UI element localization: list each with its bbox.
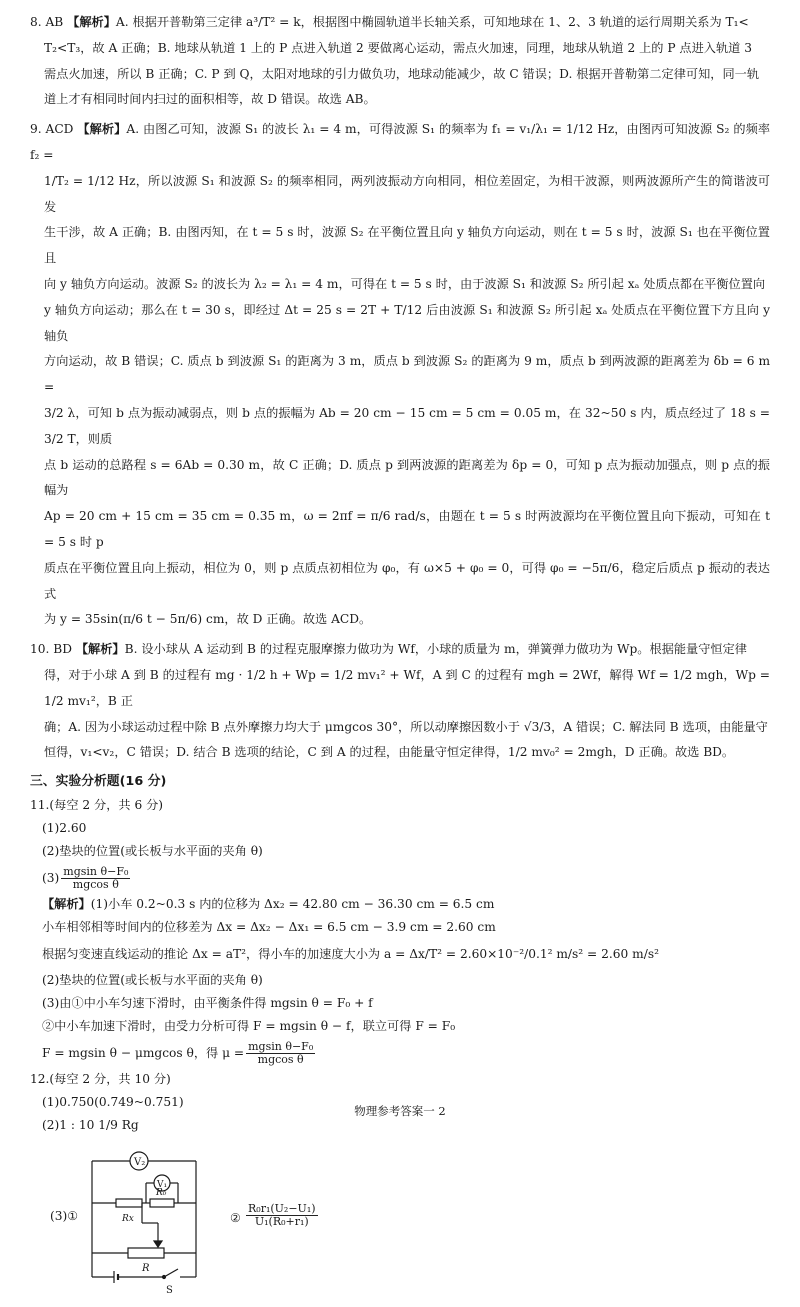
question-8 — [30, 10, 770, 113]
q11-expl-5: (3)由①中小车匀速下滑时，由平衡条件得 mgsin θ = F₀ + f — [42, 996, 373, 1011]
q11-head: 11.(每空 2 分，共 6 分) — [30, 798, 164, 813]
q11-expl-2: 小车相邻相等时间内的位移差为 Δx = Δx₂ − Δx₁ = 6.5 cm − 3.9 cm = 2.60 cm — [42, 920, 496, 935]
q9-line-1: A. 由图乙可知，波源 S₁ 的波长 λ₁ = 4 m，可得波源 S₁ 的频率为 f₁ = v₁/λ₁ = 1/12 Hz，由图丙可知波源 S₂ 的频率 f₂ = — [30, 122, 771, 162]
circuit-diagram — [82, 1137, 222, 1307]
voltmeter-v2-label: V₂ — [134, 1157, 146, 1169]
q11-expl-6: ②中小车加速下滑时，由受力分析可得 F = mgsin θ − f，联立可得 F = F₀ — [42, 1019, 456, 1034]
q12-a3b-denominator: U₁(R₀+r₁) — [254, 1215, 309, 1229]
resistor-rx — [116, 1199, 142, 1207]
q9-line-7: 3/2 λ，可知 b 点为振动减弱点，则 b 点的振幅为 Ab = 20 cm − 15 cm = 5 cm = 0.05 m，在 32~50 s 内，质点经过了 18 s = 3/2 T，则质 — [44, 405, 770, 446]
q9-line-9: Ap = 20 cm + 15 cm = 35 cm = 0.35 m，ω = 2πf = π/6 rad/s，由题在 t = 5 s 时两波源均在平衡位置且向下振动，可知在 t = 5 s 时 p — [44, 509, 770, 549]
question-10 — [30, 637, 770, 766]
rheostat-r — [128, 1248, 164, 1258]
q10-line-4: 恒得，v₁<v₂，C 错误；D. 结合 B 选项的结论，C 到 A 的过程，由能量守恒定律得，1/2 mv₀² = 2mgh，D 正确。故选 BD。 — [44, 745, 735, 760]
resistor-rx-label: Rx — [122, 1214, 134, 1225]
rheostat-r-label: R — [142, 1263, 150, 1275]
q11-expl-7-fraction — [246, 1041, 315, 1066]
q11-expl-4: (2)垫块的位置(或长板与水平面的夹角 θ) — [42, 973, 263, 988]
q11-tag: 【解析】 — [42, 897, 91, 912]
q8-head: 8. AB — [30, 15, 64, 29]
q11-expl-1: (1)小车 0.2~0.3 s 内的位移为 Δx₂ = 42.80 cm − 36.30 cm = 6.5 cm — [90, 897, 495, 912]
q11-a3-denominator: mgcos θ — [72, 878, 119, 892]
resistor-r0-label: R₀ — [156, 1188, 167, 1199]
q10-line-3: 确；A. 因为小球运动过程中除 B 点外摩擦力均大于 μmgcos 30°，所以动摩擦因数小于 √3/3，A 错误；C. 解法同 B 选项，由能量守 — [44, 719, 768, 734]
q12-answer-1: (1)0.750(0.749~0.751) — [42, 1095, 184, 1110]
q12-answer-3-label: (3)① — [50, 1209, 79, 1224]
q8-line-3: 需点火加速，所以 B 正确；C. P 到 Q，太阳对地球的引力做负功，地球动能减少，故 C 错误；D. 根据开普勒第二定律可知，同一轨 — [44, 66, 760, 81]
q11-expl-3: 根据匀变速直线运动的推论 Δx = aT²，得小车的加速度大小为 a = Δx/T² = 2.60×10⁻²/0.1² m/s² = 2.60 m/s² — [42, 947, 659, 962]
q8-line-4: 道上才有相同时间内扫过的面积相等，故 D 错误。故选 AB。 — [44, 92, 376, 107]
q11-e7-numerator: mgsin θ−F₀ — [248, 1040, 314, 1054]
q9-line-10: 质点在平衡位置且向上振动，相位为 0，则 p 点质点初相位为 φ₀，有 ω×5 + φ₀ = 0，可得 φ₀ = −5π/6，稳定后质点 p 振动的表达式 — [44, 560, 770, 601]
q9-tag: 【解析】 — [77, 122, 127, 137]
q11-answer-3-fraction — [61, 866, 130, 891]
q11-answer-3 — [30, 863, 770, 893]
q9-line-6: 方向运动，故 B 错误；C. 质点 b 到波源 S₁ 的距离为 3 m，质点 b 到波源 S₂ 的距离为 9 m，质点 b 到两波源的距离差为 δb = 6 m = — [44, 354, 770, 395]
q11-a3-numerator: mgsin θ−F₀ — [63, 865, 129, 879]
q12-answer-3 — [30, 1137, 770, 1307]
q12-answer-2: (2)1 : 10 1/9 Rg — [42, 1118, 139, 1133]
q12-head: 12.(每空 2 分，共 10 分) — [30, 1072, 171, 1087]
q10-head: 10. BD — [30, 642, 72, 657]
q9-line-3: 生干涉，故 A 正确；B. 由图丙知，在 t = 5 s 时，波源 S₂ 在平衡位置且向 y 轴负方向运动，则在 t = 5 s 时，波源 S₁ 也在平衡位置且 — [44, 225, 770, 266]
q12-answer-3b-fraction — [246, 1203, 318, 1228]
voltmeter-v1-label: V₁ — [157, 1180, 168, 1191]
q11-answer-3-prefix: (3) — [42, 871, 60, 886]
question-9 — [30, 117, 770, 633]
switch-pivot — [163, 1276, 166, 1279]
resistor-r0 — [150, 1199, 174, 1207]
page-footer: 物理参考答案一 2 — [354, 1104, 446, 1118]
q9-head: 9. ACD — [30, 122, 74, 137]
q9-line-11: 为 y = 35sin(π/6 t − 5π/6) cm，故 D 正确。故选 ACD。 — [44, 612, 372, 627]
q9-line-5: y 轴负方向运动；那么在 t = 30 s，即经过 Δt = 25 s = 2T + T/12 后由波源 S₁ 和波源 S₂ 所引起 xₐ 处质点在平衡位置下方且向 y 轴负 — [44, 302, 770, 343]
q12-a3b-numerator: R₀r₁(U₂−U₁) — [248, 1202, 316, 1216]
q10-tag: 【解析】 — [75, 642, 125, 657]
question-11 — [30, 794, 770, 1068]
q10-line-2: 得，对于小球 A 到 B 的过程有 mg · 1/2 h + Wp = 1/2 mv₁² + Wf，A 到 C 的过程有 mgh = 2Wf，解得 Wf = 1/2 mgh，Wp = 1/2 mv₁²，B 正 — [44, 667, 770, 708]
q8-line-1: A. 根据开普勒第三定律 a³/T² = k，根据图中椭圆轨道半长轴关系，可知地球在 1、2、3 轨道的运行周期关系为 T₁< — [115, 15, 749, 29]
slider-arrow — [154, 1241, 162, 1247]
q11-e7-denominator: mgcos θ — [257, 1053, 304, 1067]
q8-tag: 【解析】 — [67, 15, 116, 29]
q9-line-2: 1/T₂ = 1/12 Hz，所以波源 S₁ 和波源 S₂ 的频率相同，两列波振动方向相同，相位差固定，为相干波源，则两波源所产生的简谐波可发 — [44, 173, 770, 214]
switch-label: S — [166, 1285, 173, 1297]
q10-line-1: B. 设小球从 A 运动到 B 的过程克服摩擦力做功为 Wf，小球的质量为 m，弹簧弹力做功为 Wp。根据能量守恒定律 — [124, 642, 747, 657]
q8-line-2: T₂<T₃，故 A 正确；B. 地球从轨道 1 上的 P 点进入轨道 2 要做离心运动，需点火加速，同理，地球从轨道 2 上的 P 点进入轨道 3 — [44, 40, 752, 55]
switch-blade — [164, 1269, 178, 1277]
q11-answer-2: (2)垫块的位置(或长板与水平面的夹角 θ) — [42, 844, 263, 859]
q12-answer-3b-label: ② — [230, 1211, 241, 1226]
q9-line-4: 向 y 轴负方向运动。波源 S₂ 的波长为 λ₂ = λ₁ = 4 m，可得在 t = 5 s 时，由于波源 S₁ 和波源 S₂ 所引起 xₐ 处质点都在平衡位置向 — [44, 276, 766, 291]
q11-answer-1: (1)2.60 — [42, 821, 87, 836]
section-3-title: 三、实验分析题(16 分) — [30, 774, 167, 790]
q9-line-8: 点 b 运动的总路程 s = 6Ab = 0.30 m，故 C 正确；D. 质点 p 到两波源的距离差为 δp = 0，可知 p 点为振动加强点，则 p 点的振幅为 — [44, 457, 770, 498]
q11-expl-7-prefix: F = mgsin θ − μmgcos θ，得 μ = — [42, 1046, 245, 1061]
